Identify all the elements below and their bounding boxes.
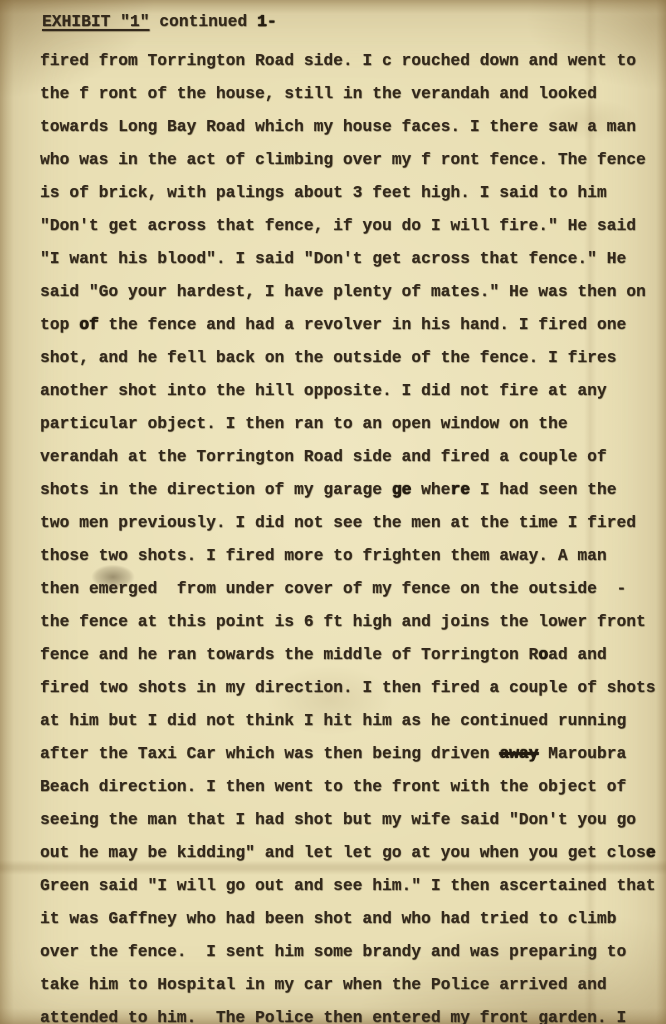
overtyped-text: o <box>538 645 549 664</box>
text-line <box>40 176 666 209</box>
text-segment: Maroubra <box>538 744 627 763</box>
text-line <box>40 539 666 572</box>
text-segment: Beach direction. I then went to the front with the object of <box>40 777 627 796</box>
text-line <box>40 968 666 1001</box>
text-line <box>40 902 666 935</box>
struck-text: away <box>499 744 539 763</box>
text-line <box>40 671 666 704</box>
text-line <box>40 836 666 869</box>
text-segment: over the fence. I sent him some brandy and was preparing to <box>40 942 627 961</box>
text-line <box>40 638 666 671</box>
text-segment: who was in the act of climbing over my f ront fence. The fence <box>40 150 646 169</box>
text-line <box>40 605 666 638</box>
text-line <box>40 704 666 737</box>
text-segment: shot, and he fell back on the outside of the fence. I fires <box>40 348 617 367</box>
text-line <box>40 440 666 473</box>
text-segment: out he may be kidding" and let let go at you when you get clos <box>40 843 646 862</box>
text-segment: the fence at this point is 6 ft high and joins the lower front <box>40 612 646 631</box>
text-segment: Green said "I will go out and see him." I then ascertained that <box>40 876 656 895</box>
text-segment: top <box>40 315 80 334</box>
text-segment: take him to Hospital in my car when the Police arrived and <box>40 975 607 994</box>
text-segment: the f ront of the house, still in the verandah and looked <box>40 84 597 103</box>
text-line <box>40 473 666 506</box>
text-segment: verandah at the Torrington Road side and fired a couple of <box>40 447 607 466</box>
text-line <box>40 275 666 308</box>
text-segment: seeing the man that I had shot but my wife said "Don't you go <box>40 810 636 829</box>
text-segment: "Don't get across that fence, if you do I will fire." He said <box>40 216 636 235</box>
text-segment: two men previously. I did not see the men at the time I fired <box>40 513 636 532</box>
text-segment: at him but I did not think I hit him as he continued running <box>40 711 627 730</box>
text-segment: I had seen the <box>469 480 617 499</box>
text-segment: "I want his blood". I said "Don't get across that fence." He <box>40 249 627 268</box>
text-segment: then emerged from under cover of my fence on the outside - <box>40 579 627 598</box>
text-line <box>40 374 666 407</box>
text-line <box>40 407 666 440</box>
text-segment: fence and he ran towards the middle of Torrington R <box>40 645 539 664</box>
heading-continued-text: continued <box>149 12 257 31</box>
text-segment: attended to him. The Police then entered my front garden. I <box>40 1008 627 1024</box>
text-line <box>40 44 666 77</box>
text-line <box>40 572 666 605</box>
text-line <box>40 143 666 176</box>
text-line <box>40 242 666 275</box>
text-line <box>40 506 666 539</box>
text-line <box>40 110 666 143</box>
heading-continued-mark: 1- <box>256 12 277 31</box>
text-segment: fired two shots in my direction. I then fired a couple of shots <box>40 678 656 697</box>
text-segment: towards Long Bay Road which my house faces. I there saw a man <box>40 117 636 136</box>
text-segment: whe <box>411 480 451 499</box>
text-segment: said "Go your hardest, I have plenty of mates." He was then on <box>40 282 646 301</box>
text-segment: ad and <box>548 645 607 664</box>
text-line <box>40 869 666 902</box>
text-line <box>40 737 666 770</box>
exhibit-heading <box>42 12 277 31</box>
overtyped-text: e <box>645 843 656 862</box>
document-body <box>40 44 666 1024</box>
text-line <box>40 803 666 836</box>
text-segment: it was Gaffney who had been shot and who had tried to climb <box>40 909 617 928</box>
text-line <box>40 341 666 374</box>
text-segment: particular object. I then ran to an open window on the <box>40 414 568 433</box>
text-segment: another shot into the hill opposite. I did not fire at any <box>40 381 607 400</box>
text-segment: fired from Torrington Road side. I c rouched down and went to <box>40 51 636 70</box>
text-segment: shots in the direction of my garage <box>40 480 392 499</box>
text-line <box>40 770 666 803</box>
overtyped-text: ge <box>391 480 412 499</box>
text-segment: is of brick, with palings about 3 feet high. I said to him <box>40 183 607 202</box>
text-line <box>40 935 666 968</box>
overtyped-text: of <box>79 315 99 334</box>
text-line <box>40 77 666 110</box>
exhibit-label: EXHIBIT "1" <box>42 12 150 31</box>
text-segment: after the Taxi Car which was then being driven <box>40 744 500 763</box>
text-segment: those two shots. I fired more to frighten them away. A man <box>40 546 607 565</box>
overtyped-text: re <box>450 480 470 499</box>
text-segment: the fence and had a revolver in his hand. I fired one <box>98 315 627 334</box>
text-line <box>40 1001 666 1024</box>
text-line <box>40 308 666 341</box>
text-line <box>40 209 666 242</box>
